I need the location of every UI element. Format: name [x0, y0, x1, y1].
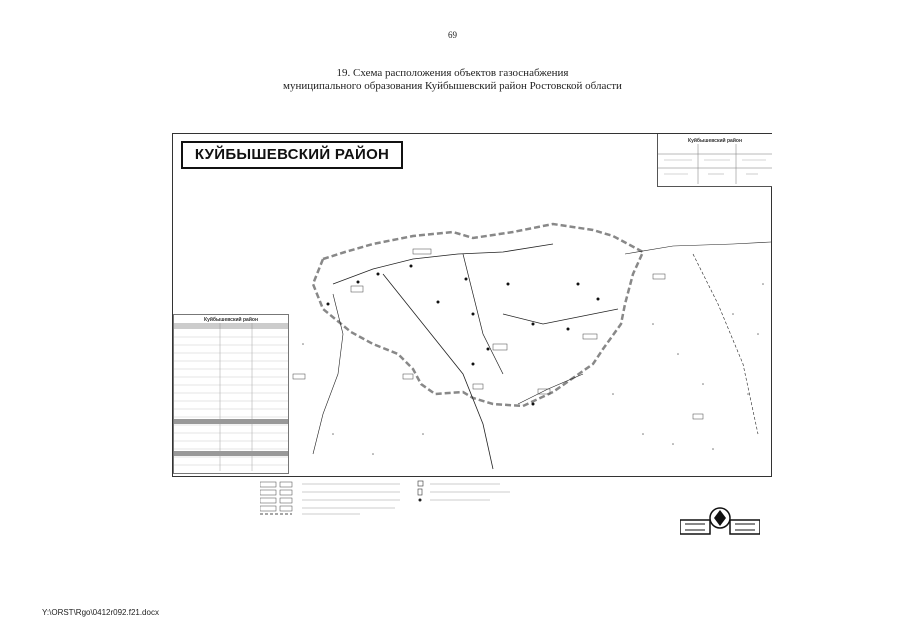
info-table-title: Куйбышевский район — [688, 138, 742, 144]
road-6 — [518, 374, 583, 404]
info-table-grid — [658, 144, 772, 184]
legend-table — [173, 314, 289, 474]
document-title — [0, 67, 905, 93]
legend-table-title: Куйбышевский район — [204, 317, 258, 323]
map-heading: КУЙБЫШЕВСКИЙ РАЙОН — [181, 141, 403, 169]
map-frame — [172, 133, 772, 477]
footer-file-path: Y:\ORST\Rgo\0412r092.f21.docx — [42, 608, 159, 617]
map-key — [260, 480, 540, 516]
title-line-1: 19. Схема расположения объектов газоснабжения — [336, 67, 569, 79]
road-3 — [463, 254, 503, 374]
map-logo — [680, 506, 760, 536]
terrain-specks — [302, 283, 764, 455]
page-number: 69 — [448, 30, 457, 40]
title-line-2: муниципального образования Куйбышевский район Ростовской области — [283, 80, 622, 92]
info-table — [657, 134, 772, 187]
legend-table-grid — [174, 323, 288, 471]
road-1 — [333, 244, 553, 284]
road-5 — [313, 294, 343, 454]
road-7 — [625, 242, 771, 254]
road-8 — [693, 254, 758, 434]
road-4 — [503, 309, 618, 324]
